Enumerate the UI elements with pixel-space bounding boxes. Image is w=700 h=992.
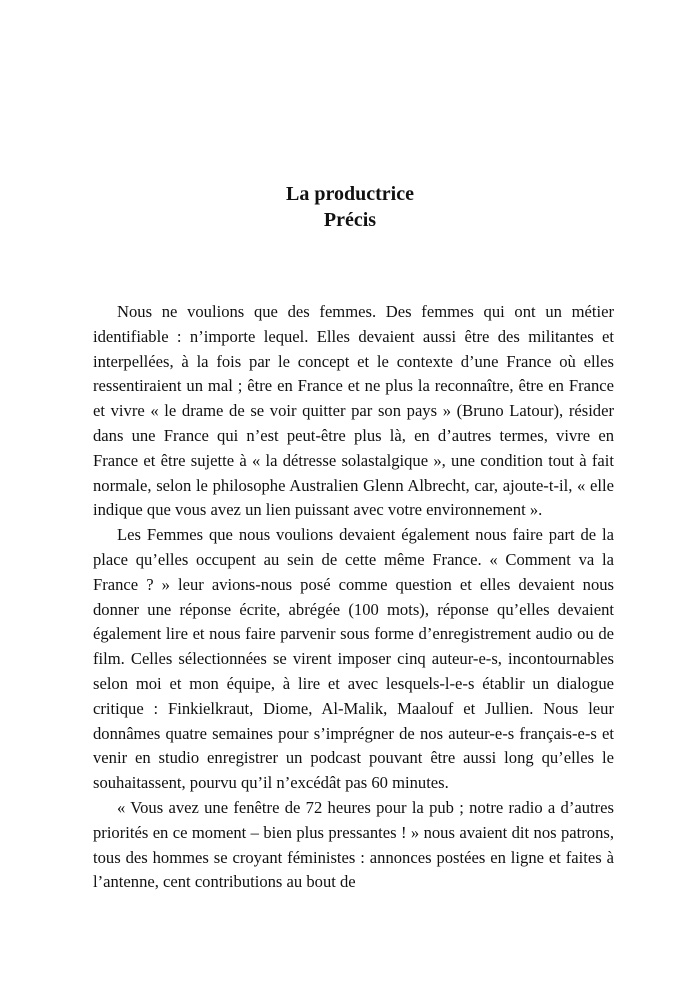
chapter-heading: [0, 181, 700, 233]
chapter-title: La productrice: [286, 183, 414, 205]
paragraph: « Vous avez une fenêtre de 72 heures pour la pub ; notre radio a d’autres priorités en ce moment – bien plus pressantes ! » nous avaient dit nos patrons, tous des hommes se croyant féministes : annonces postées en ligne et faites à l’antenne, cent contributions au bout de: [93, 797, 614, 892]
body-text: [93, 300, 614, 895]
chapter-subtitle: Précis: [323, 209, 377, 231]
paragraph: Nous ne voulions que des femmes. Des femmes qui ont un métier identifiable : n’importe lequel. Elles devaient aussi être des militantes et interpellées, à la fois par le concept et le contexte d’une France où elles ressentiraient un mal ; être en France et ne plus la reconnaître, être en France et vivre « le drame de se voir quitter par son pays » (Bruno Latour), résider dans une France qui n’est peut-être plus là, en d’autres termes, vivre en France et être sujette à « la détresse solastalgique », une condition tout à fait normale, selon le philosophe Australien Glenn Albrecht, car, ajoute-t-il, « elle indique que vous avez un lien puissant avec votre environnement ».: [93, 302, 614, 520]
paragraph: Les Femmes que nous voulions devaient également nous faire part de la place qu’elles occupent au sein de cette même France. « Comment va la France ? » leur avions-nous posé comme question et elles devaient nous donner une réponse écrite, abrégée (100 mots), réponse qu’elles devaient également lire et nous faire parvenir sous forme d’enregistrement audio ou de film. Celles sélectionnées se virent imposer cinq auteur-e-s, incontournables selon moi et mon équipe, à lire et avec lesquels-l-e-s établir un dialogue critique : Finkielkraut, Diome, Al-Malik, Maalouf et Jullien. Nous leur donnâmes quatre semaines pour s’imprégner de nos auteur-e-s français-e-s et venir en studio enregistrer un podcast pouvant être aussi long qu’elles le souhaitassent, pourvu qu’il n’excédât pas 60 minutes.: [93, 525, 614, 793]
